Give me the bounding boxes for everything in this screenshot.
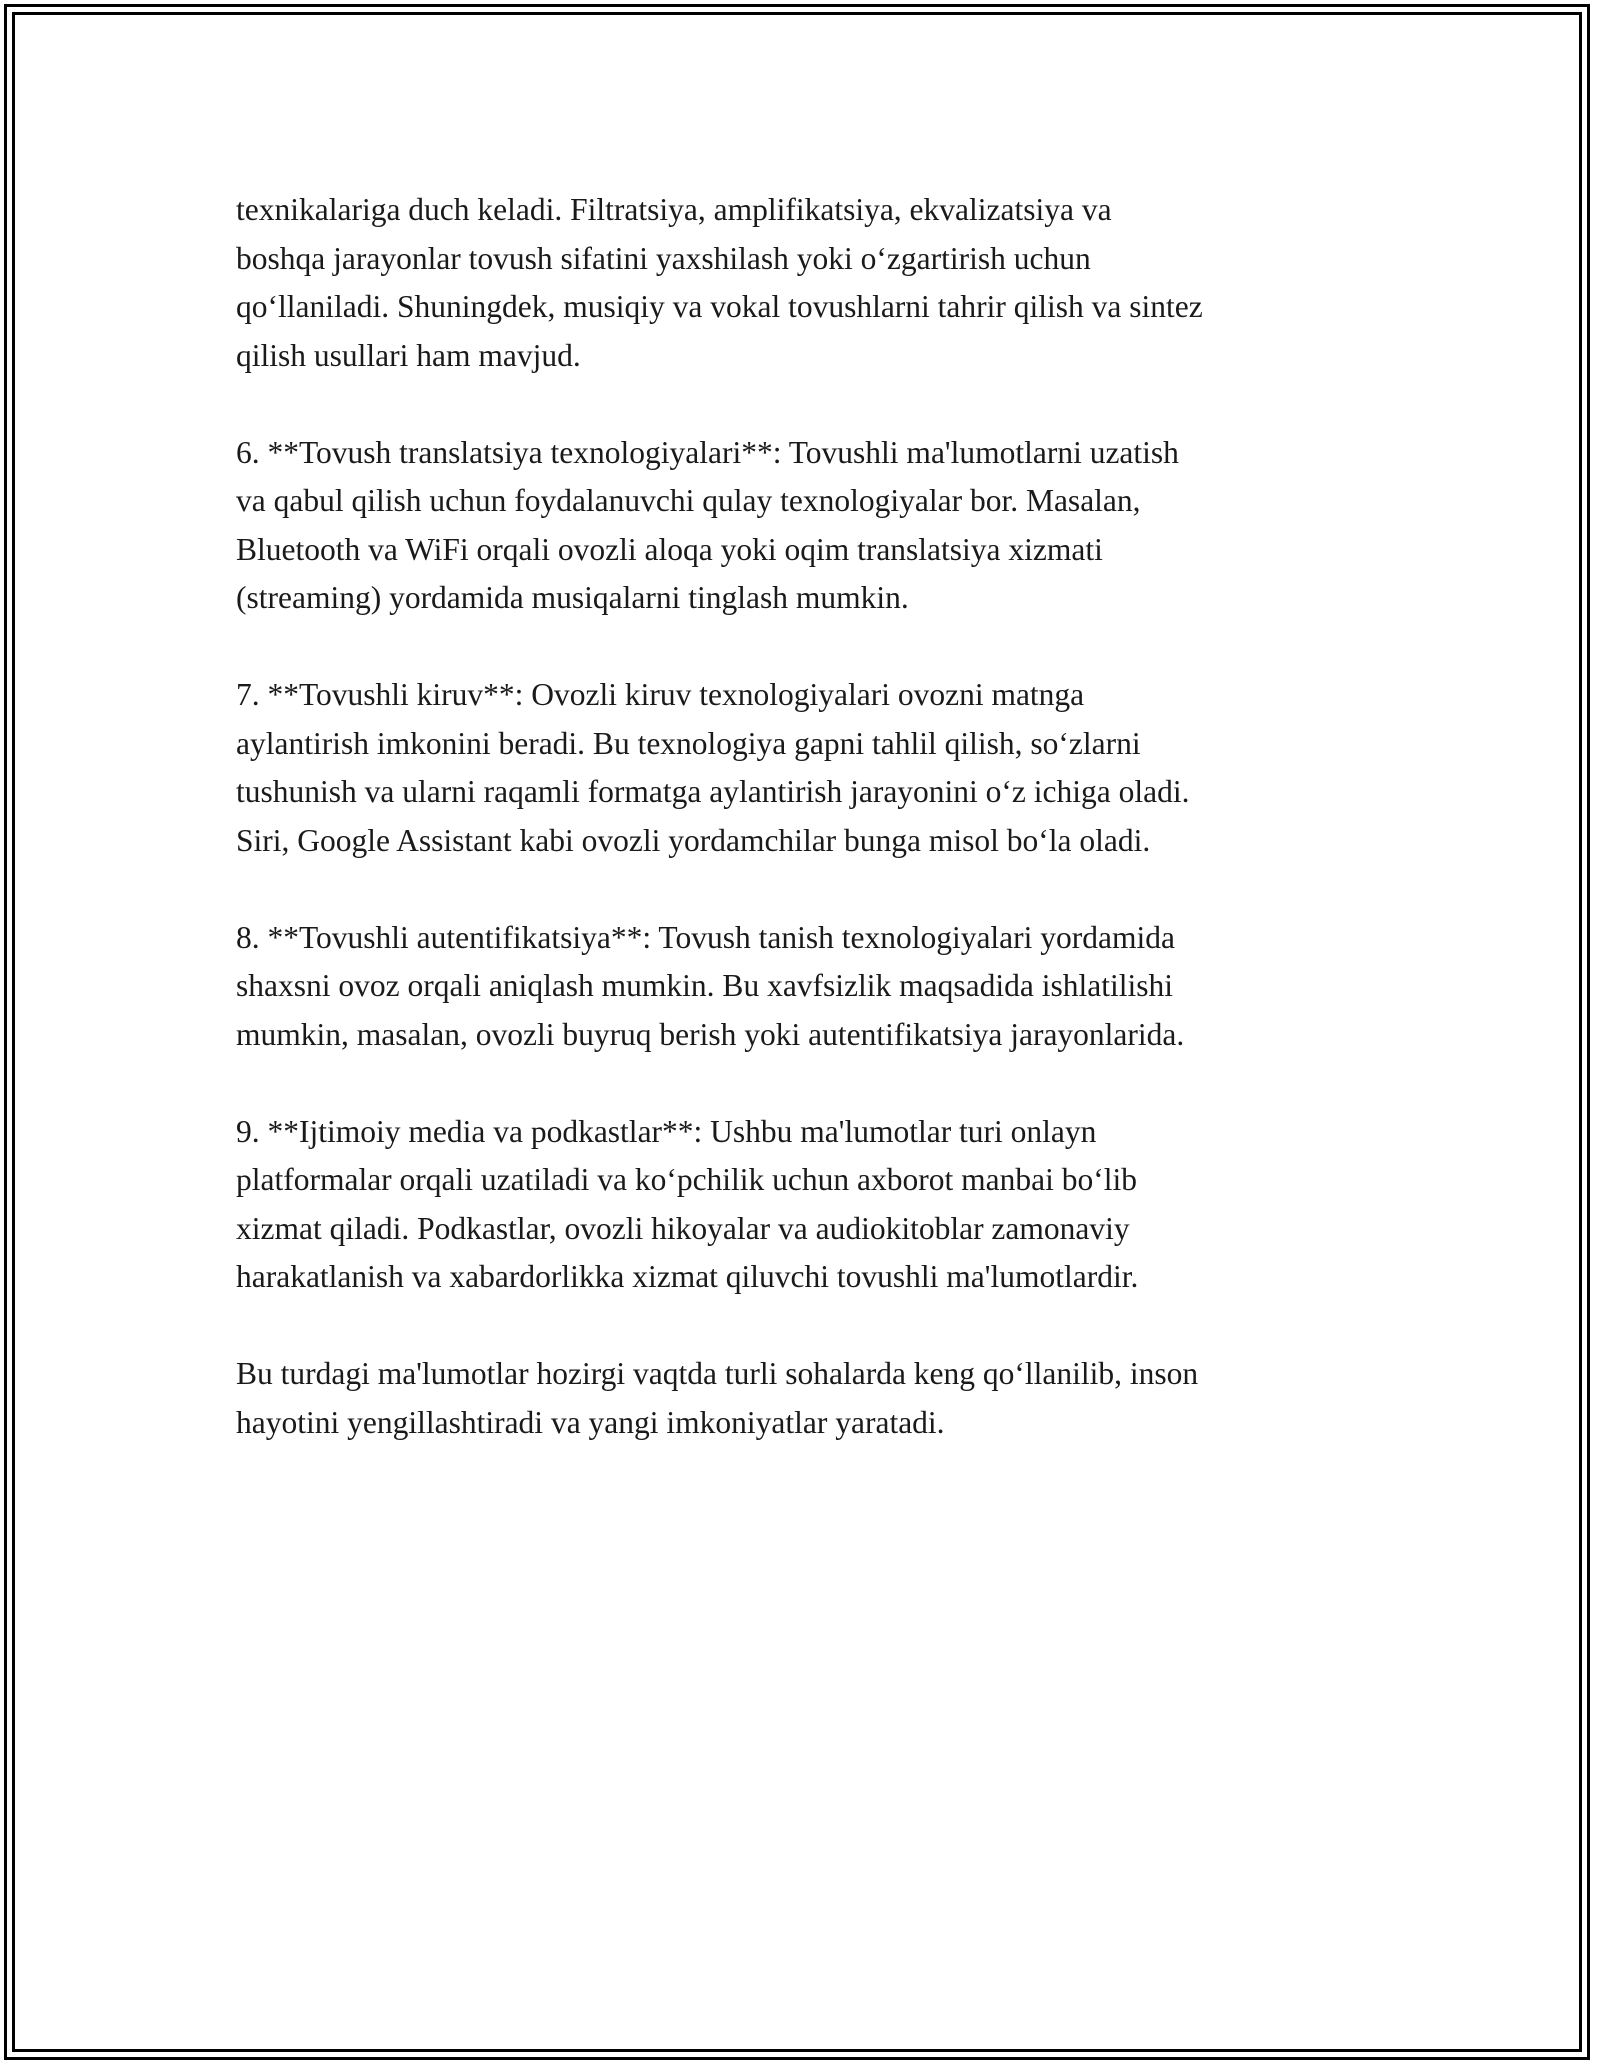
text-line: platformalar orqali uzatiladi va ko‘pchilik uchun axborot manbai bo‘lib [236,1162,1137,1197]
text-line: (streaming) yordamida musiqalarni tinglash mumkin. [236,580,909,615]
text-line: hayotini yengillashtiradi va yangi imkoniyatlar yaratadi. [236,1404,945,1440]
paragraph-item-9 [236,1108,1376,1302]
text-line: 7. **Tovushli kiruv**: Ovozli kiruv texnologiyalari ovozni matnga [236,677,1085,712]
text-line: shaxsni ovoz orqali aniqlash mumkin. Bu xavfsizlik maqsadida ishlatilishi [236,968,1174,1003]
text-line: tushunish va ularni raqamli formatga aylantirish jarayonini o‘z ichiga oladi. [236,774,1190,809]
text-line: Bu turdagi ma'lumotlar hozirgi vaqtda turli sohalarda keng qo‘llanilib, inson [236,1356,1199,1391]
text-line: Siri, Google Assistant kabi ovozli yordamchilar bunga misol bo‘la oladi. [236,822,1151,858]
text-line: aylantirish imkonini beradi. Bu texnologiya gapni tahlil qilish, so‘zlarni [236,725,1141,761]
text-line: xizmat qiladi. Podkastlar, ovozli hikoyalar va audiokitoblar zamonaviy [236,1210,1130,1246]
text-line: 9. **Ijtimoiy media va podkastlar**: Ushbu ma'lumotlar turi onlayn [236,1113,1097,1149]
text-line: qo‘llaniladi. Shuningdek, musiqiy va vokal tovushlarni tahrir qilish va sintez [236,289,1203,324]
text-line: texnikalariga duch keladi. Filtratsiya, amplifikatsiya, ekvalizatsiya va [236,192,1112,227]
text-line: mumkin, masalan, ovozli buyruq berish yoki autentifikatsiya jarayonlarida. [236,1016,1185,1052]
paragraph-item-6 [236,429,1376,623]
paragraph-item-8 [236,914,1376,1060]
text-line: harakatlanish va xabardorlikka xizmat qiluvchi tovushli ma'lumotlardir. [236,1259,1139,1294]
paragraph-conclusion [236,1350,1376,1447]
text-line: 8. **Tovushli autentifikatsiya**: Tovush tanish texnologiyalari yordamida [236,919,1175,955]
paragraph-audio-processing [236,186,1376,380]
text-line: 6. **Tovush translatsiya texnologiyalari**: Tovushli ma'lumotlarni uzatish [236,434,1179,470]
text-line: Bluetooth va WiFi orqali ovozli aloqa yoki oqim translatsiya xizmati [236,531,1103,567]
text-line: boshqa jarayonlar tovush sifatini yaxshilash yoki o‘zgartirish uchun [236,240,1091,276]
paragraph-item-7 [236,671,1376,865]
text-line: qilish usullari ham mavjud. [236,337,581,373]
document-body [236,186,1376,1496]
text-line: va qabul qilish uchun foydalanuvchi qulay texnologiyalar bor. Masalan, [236,483,1141,518]
